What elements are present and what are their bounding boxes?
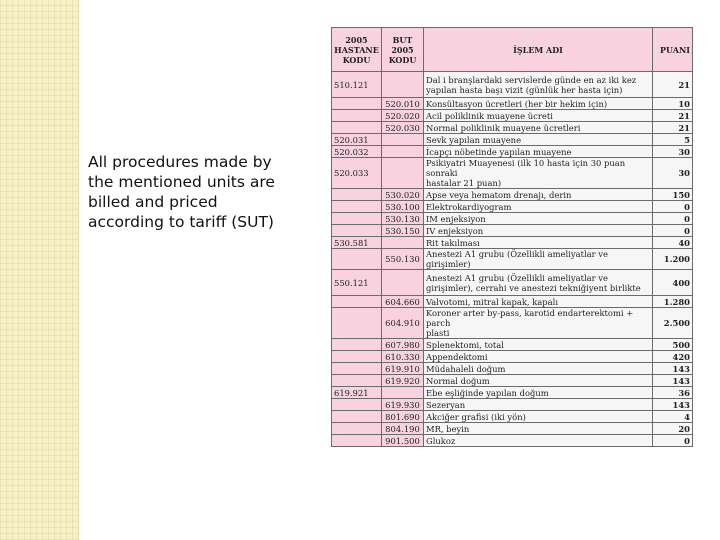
procedure-name-cell: IV enjeksiyon [424,225,653,237]
procedure-name-cell: Ebe eşliğinde yapılan doğum [424,387,653,399]
table-header-row [332,28,693,72]
table-row [332,98,693,110]
hospital-code-cell [332,296,382,308]
but-code-cell [382,158,424,189]
points-cell: 30 [653,146,693,158]
table-row [332,213,693,225]
points-cell: 30 [653,158,693,189]
but-code-cell: 520.010 [382,98,424,110]
header-hospital-code: 2005 HASTANE KODU [332,28,382,72]
hospital-code-cell: 520.033 [332,158,382,189]
points-cell: 0 [653,435,693,447]
but-code-cell [382,387,424,399]
but-code-cell: 619.910 [382,363,424,375]
points-cell: 150 [653,189,693,201]
hospital-code-cell [332,122,382,134]
table-row [332,158,693,189]
table-row [332,122,693,134]
procedure-name-cell: Apse veya hematom drenajı, derin [424,189,653,201]
procedure-name-cell: Appendektomi [424,351,653,363]
but-code-cell: 901.500 [382,435,424,447]
hospital-code-cell [332,249,382,270]
points-cell: 420 [653,351,693,363]
hospital-code-cell [332,225,382,237]
but-code-cell: 619.920 [382,375,424,387]
points-cell: 36 [653,387,693,399]
table-row [332,72,693,98]
but-code-cell [382,270,424,296]
table-row [332,363,693,375]
procedure-name-cell: Konsültasyon ücretleri (her bir hekim için) [424,98,653,110]
but-code-cell: 619.930 [382,399,424,411]
procedure-name-cell: Glukoz [424,435,653,447]
points-cell: 143 [653,399,693,411]
hospital-code-cell [332,308,382,339]
points-cell: 0 [653,225,693,237]
hospital-code-cell: 510.121 [332,72,382,98]
table-row [332,308,693,339]
points-cell: 0 [653,201,693,213]
but-code-cell [382,72,424,98]
hospital-code-cell [332,213,382,225]
hospital-code-cell [332,411,382,423]
but-code-cell: 520.020 [382,110,424,122]
procedure-name-cell: Psikiyatri Muayenesi (ilk 10 hasta için 30 puan sonraki hastalar 21 puan) [424,158,653,189]
points-cell: 4 [653,411,693,423]
points-cell: 5 [653,134,693,146]
but-code-cell: 801.690 [382,411,424,423]
points-cell: 143 [653,375,693,387]
points-cell: 1.280 [653,296,693,308]
procedure-name-cell: İcapçı nöbetinde yapılan muayene [424,146,653,158]
hospital-code-cell [332,351,382,363]
procedure-name-cell: Müdahaleli doğum [424,363,653,375]
table-row [332,237,693,249]
procedure-name-cell: Acil poliklinik muayene ücreti [424,110,653,122]
points-cell: 21 [653,122,693,134]
table-row [332,134,693,146]
but-code-cell: 607.980 [382,339,424,351]
procedure-name-cell: Normal doğum [424,375,653,387]
procedure-name-cell: IM enjeksiyon [424,213,653,225]
points-cell: 143 [653,363,693,375]
hospital-code-cell [332,435,382,447]
points-cell: 1.200 [653,249,693,270]
points-cell: 40 [653,237,693,249]
caption-line: according to tariff (SUT) [88,213,274,231]
but-code-cell: 530.100 [382,201,424,213]
table-body [332,72,693,447]
hospital-code-cell: 520.032 [332,146,382,158]
but-code-cell: 550.130 [382,249,424,270]
points-cell: 10 [653,98,693,110]
procedure-name-cell: Valvotomi, mitral kapak, kapalı [424,296,653,308]
table-row [332,351,693,363]
procedure-name-cell: Koroner arter by-pass, karotid endarterektomi + parch plasti [424,308,653,339]
decorative-side-bar [0,0,79,540]
table-row [332,270,693,296]
caption-line: the mentioned units are [88,173,275,191]
points-cell: 21 [653,110,693,122]
table-row [332,399,693,411]
but-code-cell: 804.190 [382,423,424,435]
procedure-name-cell: Rit takılması [424,237,653,249]
table-row [332,375,693,387]
table-row [332,225,693,237]
but-code-cell: 530.150 [382,225,424,237]
slide-caption [88,152,323,232]
procedure-name-cell: Anestezi A1 grubu (Özellikli ameliyatlar ve girişimler), cerrahi ve anestezi tekniğiyent birlikte [424,270,653,296]
hospital-code-cell: 619.921 [332,387,382,399]
table-row [332,249,693,270]
procedure-name-cell: Splenektomi, total [424,339,653,351]
table-row [332,435,693,447]
procedure-name-cell: Anestezi A1 grubu (Özellikli ameliyatlar ve girişimler) [424,249,653,270]
hospital-code-cell: 550.121 [332,270,382,296]
but-code-cell: 610.330 [382,351,424,363]
procedure-name-cell: Dal i branşlardaki servislerde günde en az iki kez yapılan hasta başı vizit (günlük her hasta için) [424,72,653,98]
table-row [332,296,693,308]
hospital-code-cell [332,375,382,387]
table-row [332,110,693,122]
hospital-code-cell [332,363,382,375]
procedure-name-cell: Elektrokardiyogram [424,201,653,213]
but-code-cell [382,134,424,146]
procedure-name-cell: Normal poliklinik muayene ücretleri [424,122,653,134]
but-code-cell: 530.020 [382,189,424,201]
procedure-name-cell: Sevk yapılan muayene [424,134,653,146]
points-cell: 2.500 [653,308,693,339]
table-row [332,411,693,423]
table-row [332,387,693,399]
procedure-name-cell: Sezeryan [424,399,653,411]
but-code-cell [382,237,424,249]
hospital-code-cell [332,110,382,122]
hospital-code-cell [332,339,382,351]
but-code-cell [382,146,424,158]
hospital-code-cell [332,201,382,213]
but-code-cell: 530.130 [382,213,424,225]
table-row [332,201,693,213]
points-cell: 500 [653,339,693,351]
points-cell: 0 [653,213,693,225]
hospital-code-cell: 520.031 [332,134,382,146]
caption-line: billed and priced [88,193,218,211]
caption-line: All procedures made by [88,153,272,171]
procedure-name-cell: MR, beyin [424,423,653,435]
header-procedure-name: İŞLEM ADI [424,28,653,72]
procedure-name-cell: Akciğer grafisi (iki yön) [424,411,653,423]
but-code-cell: 604.660 [382,296,424,308]
header-but-code: BUT 2005 KODU [382,28,424,72]
table-row [332,339,693,351]
hospital-code-cell [332,399,382,411]
hospital-code-cell [332,189,382,201]
but-code-cell: 604.910 [382,308,424,339]
hospital-code-cell [332,423,382,435]
table-row [332,423,693,435]
hospital-code-cell: 530.581 [332,237,382,249]
table-row [332,146,693,158]
table-row [332,189,693,201]
points-cell: 400 [653,270,693,296]
hospital-code-cell [332,98,382,110]
but-code-cell: 520.030 [382,122,424,134]
points-cell: 20 [653,423,693,435]
tariff-table [331,27,693,447]
points-cell: 21 [653,72,693,98]
header-points: PUANI [653,28,693,72]
